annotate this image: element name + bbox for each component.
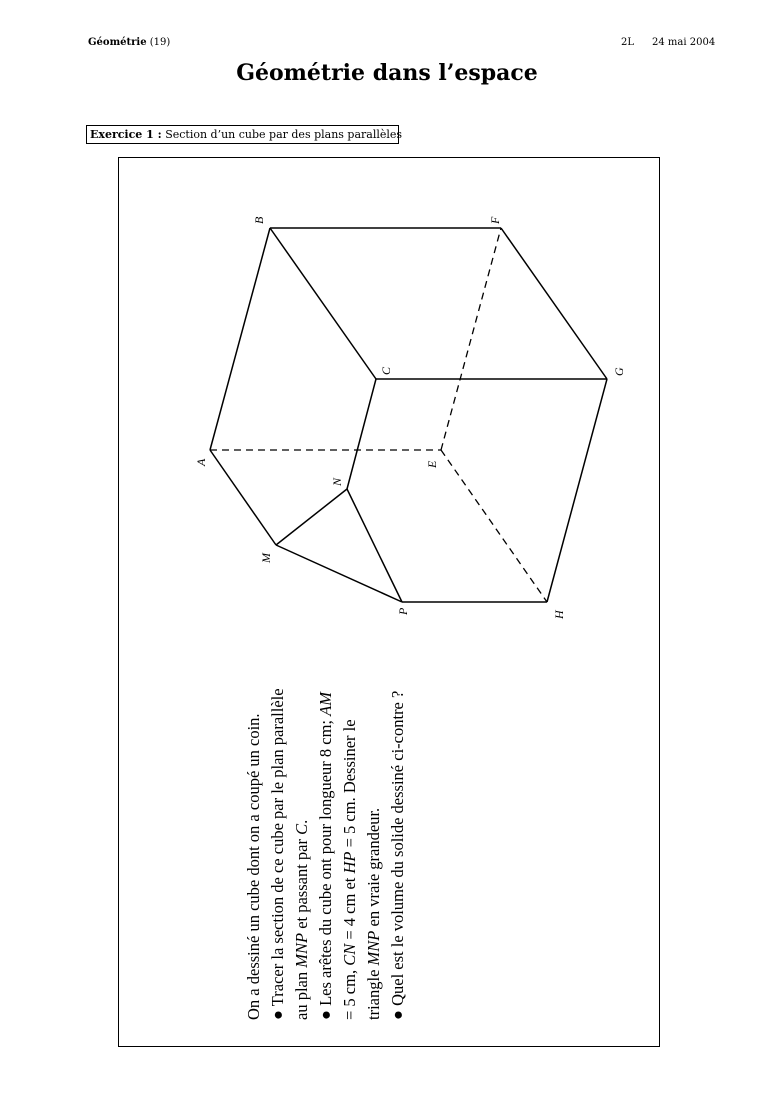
exercise-label: Exercice 1 : [90,128,162,141]
edge-EF-hidden [441,228,501,450]
vertex-label-A: A [194,458,208,466]
statement-question-2 [314,680,386,1020]
q2-text-d: = 5 cm. Dessiner le triangle [340,719,383,1020]
edge-AM [210,450,276,545]
page-title: Géométrie dans l’espace [236,60,538,86]
vertex-label-G: G [612,367,626,376]
q2-text-b: = 5 cm, [340,965,359,1020]
edge-MP [276,545,402,602]
vertex-label-F: F [488,216,502,224]
exercise-statement [242,680,410,1020]
statement-question-1 [266,680,314,1020]
vertex-label-H: H [552,610,566,619]
q2-cn: CN [340,943,359,966]
edge-BC [270,228,376,379]
q2-am: AM [316,692,335,716]
vertex-label-C: C [379,366,393,375]
vertex-label-E: E [425,460,439,468]
bullet-1: ● [268,1010,287,1020]
bullet-2: ● [316,1010,335,1020]
q1-text-b: et passant par [292,834,311,933]
date-label: 24 mai 2004 [652,37,716,48]
q2-hp: HP [340,851,359,874]
q3-text: Quel est le volume du solide dessiné ci-contre ? [388,690,407,1006]
statement-intro: On a dessiné un cube dont on a coupé un coin. [244,713,263,1020]
vertex-label-N: N [330,477,344,486]
q2-text-e: en vraie grandeur. [364,807,383,931]
q1-text-c: . [292,819,311,824]
q2-triangle: MNP [364,930,383,966]
q2-text-a: Les arêtes du cube ont pour longueur 8 cm; [316,715,335,1006]
edge-EH-hidden [441,450,547,602]
edge-NP [347,489,402,602]
edge-MN [276,489,347,545]
q1-point: C [292,823,311,835]
edge-FG [501,228,607,379]
page-number: (19) [149,37,171,48]
exercise-title: Section d’un cube par des plans parallèles [165,128,403,141]
vertex-label-M: M [259,553,273,563]
edge-CN [347,379,376,489]
statement-question-3 [386,680,410,1020]
subject-label: Géométrie [88,37,147,48]
q1-plane: MNP [292,932,311,968]
edge-GH [547,379,607,602]
class-label: 2L [621,37,635,48]
q1-text-a: Tracer la section de ce cube par le plan parallèle au plan [268,688,311,1020]
vertex-label-B: B [252,216,266,224]
q2-text-c: = 4 cm et [340,873,359,944]
bullet-3: ● [388,1010,407,1020]
vertex-label-P: P [396,607,410,615]
edge-AB [210,228,270,450]
